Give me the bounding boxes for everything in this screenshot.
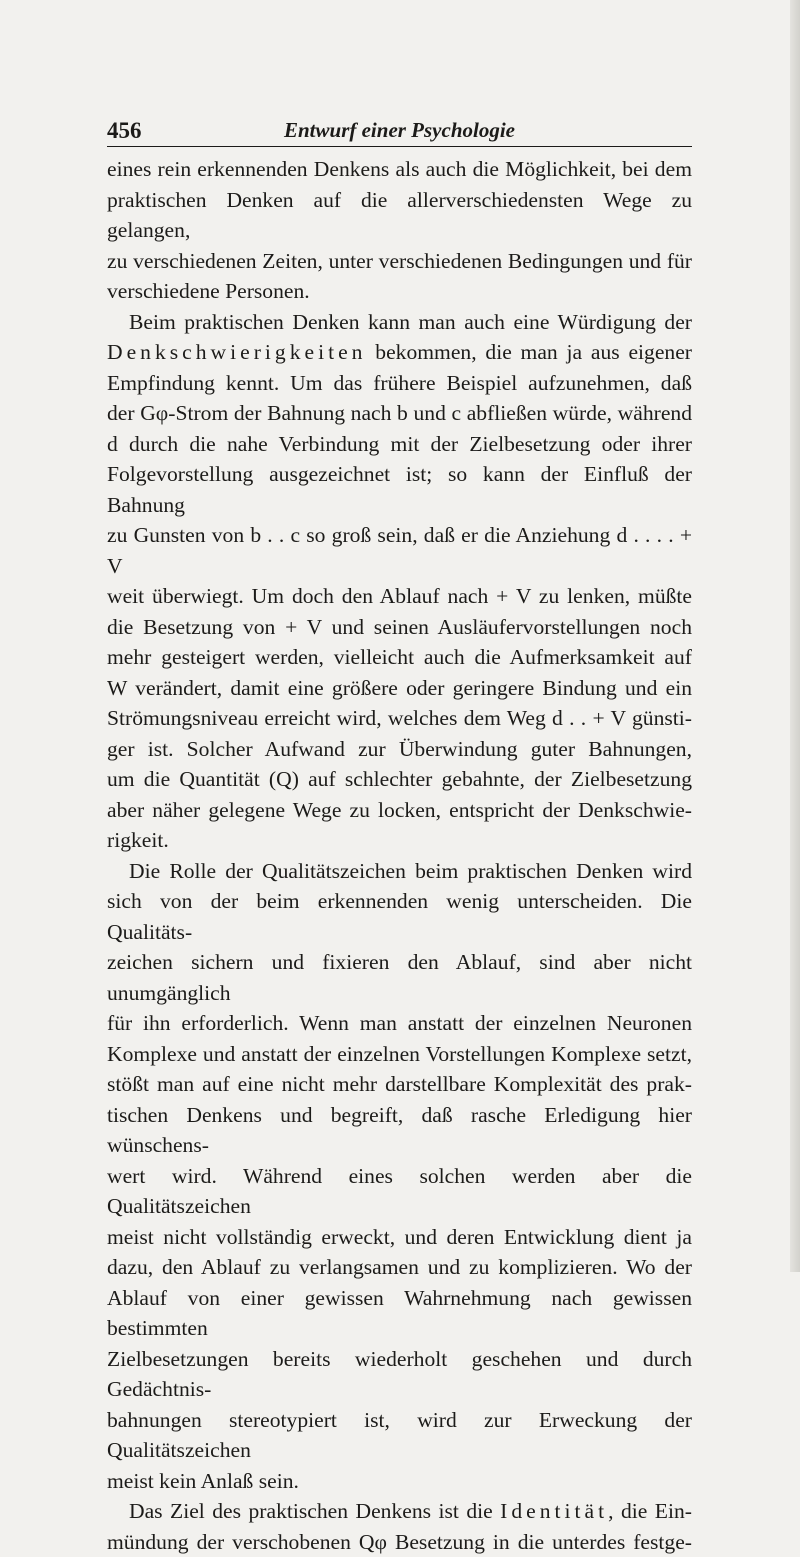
text-line: zu verschiedenen Zeiten, unter verschiedenen Bedingungen und für: [107, 246, 692, 277]
text-line: mündung der verschobenen Qφ Besetzung in die unterdes festge-: [107, 1527, 692, 1557]
text-line: praktischen Denken auf die allerverschiedensten Wege zu gelangen,: [107, 185, 692, 246]
text-line: weit überwiegt. Um doch den Ablauf nach + V zu lenken, müßte: [107, 581, 692, 612]
text-line: ger ist. Solcher Aufwand zur Überwindung guter Bahnungen,: [107, 734, 692, 765]
text-line: W verändert, damit eine größere oder geringere Bindung und ein: [107, 673, 692, 704]
text-line: Beim praktischen Denken kann man auch eine Würdigung der: [107, 307, 692, 338]
text-line: bahnungen stereotypiert ist, wird zur Erweckung der Qualitätszeichen: [107, 1405, 692, 1466]
text-line: rigkeit.: [107, 825, 692, 856]
text-line: Empfindung kennt. Um das frühere Beispiel aufzunehmen, daß: [107, 368, 692, 399]
text-line: Komplexe und anstatt der einzelnen Vorstellungen Komplexe setzt,: [107, 1039, 692, 1070]
body-text: [107, 154, 692, 1557]
text-line: Denkschwierigkeiten bekommen, die man ja aus eigener: [107, 337, 692, 368]
page-header: [107, 118, 692, 147]
running-title: Entwurf einer Psychologie: [107, 118, 692, 143]
text-line: sich von der beim erkennenden wenig unterscheiden. Die Qualitäts-: [107, 886, 692, 947]
emphasized-term: Identität: [500, 1499, 608, 1523]
text-line: um die Quantität (Q) auf schlechter gebahnte, der Zielbesetzung: [107, 764, 692, 795]
text-line: Das Ziel des praktischen Denkens ist die Identität, die Ein-: [107, 1496, 692, 1527]
emphasized-term: Denkschwierigkeiten: [107, 340, 366, 364]
text-line: zeichen sichern und fixieren den Ablauf, sind aber nicht unumgänglich: [107, 947, 692, 1008]
text-line: wert wird. Während eines solchen werden aber die Qualitätszeichen: [107, 1161, 692, 1222]
text-line: der Gφ-Strom der Bahnung nach b und c abfließen würde, während: [107, 398, 692, 429]
text-line: tischen Denkens und begreift, daß rasche Erledigung hier wünschens-: [107, 1100, 692, 1161]
page-number: 456: [107, 118, 142, 144]
text-line: stößt man auf eine nicht mehr darstellbare Komplexität des prak-: [107, 1069, 692, 1100]
text-line: aber näher gelegene Wege zu locken, entspricht der Denkschwie-: [107, 795, 692, 826]
text-line: zu Gunsten von b . . c so groß sein, daß er die Anziehung d . . . . + V: [107, 520, 692, 581]
text-line: Folgevorstellung ausgezeichnet ist; so kann der Einfluß der Bahnung: [107, 459, 692, 520]
text-line: die Besetzung von + V und seinen Ausläufervorstellungen noch: [107, 612, 692, 643]
text-line: d durch die nahe Verbindung mit der Zielbesetzung oder ihrer: [107, 429, 692, 460]
text-line: meist kein Anlaß sein.: [107, 1466, 692, 1497]
text-line: Ablauf von einer gewissen Wahrnehmung nach gewissen bestimmten: [107, 1283, 692, 1344]
text-line: Die Rolle der Qualitätszeichen beim praktischen Denken wird: [107, 856, 692, 887]
text-line: verschiedene Personen.: [107, 276, 692, 307]
text-line: meist nicht vollständig erweckt, und deren Entwicklung dient ja: [107, 1222, 692, 1253]
text-line: dazu, den Ablauf zu verlangsamen und zu komplizieren. Wo der: [107, 1252, 692, 1283]
text-line: Strömungsniveau erreicht wird, welches dem Weg d . . + V günsti-: [107, 703, 692, 734]
text-line: Zielbesetzungen bereits wiederholt geschehen und durch Gedächtnis-: [107, 1344, 692, 1405]
text-line: für ihn erforderlich. Wenn man anstatt der einzelnen Neuronen: [107, 1008, 692, 1039]
text-line: eines rein erkennenden Denkens als auch die Möglichkeit, bei dem: [107, 154, 692, 185]
page-edge: [790, 0, 800, 1272]
text-line: mehr gesteigert werden, vielleicht auch die Aufmerksamkeit auf: [107, 642, 692, 673]
